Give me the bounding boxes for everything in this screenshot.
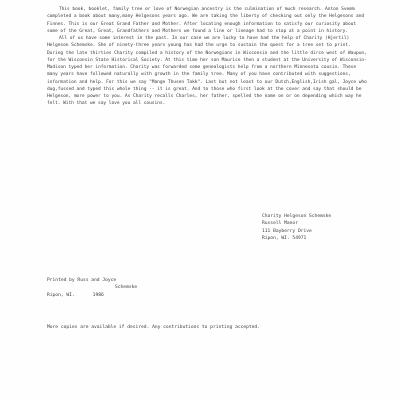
printed-by-place: Ripon, WI. (47, 292, 75, 298)
footer-note: More copies are available if desired. Any contributions to printing accepted. (47, 325, 260, 330)
paragraph-intro: This book, booklet, family tree or love of Norwegian ancestry is the culmination of much research. Anton Svemm completed a book about many,many Helgesons years ago. We are taking the liberty of checking out only the Helgesons and Finnes. This is our Great Grand Father and Mother. After locating enough information to satisfy our curiosity about some of the Great, Great, Grandfathers and Mothers we found a line or lineage had to stop at a point in history. (47, 7, 365, 34)
signature-block (262, 213, 331, 242)
printed-by-block (47, 277, 137, 299)
printed-by-line: Printed by Russ and Joyce (47, 278, 117, 283)
paragraph-history: All of us have some interest in the past. In our case we are lucky to have had the help of Charity (Hjertil) Helgeson Schemske. She of ninety-three years young has had the urge to sustain the quest for a tree set to print. During the late thirties Charity compiled a history of the Norwegians in Wisconsin and the little dirce west of Waupun, for the Wisconsin State Historical Society. At this time her son Maurice then a student at the University of Wisconsin-Madison typed her information. Charity was forwarded some genealogists help from a northern Minnesota cousin. These many years have followed naturally with growth in the family tree. Many of you have contributed with suggestions, information and help. For this we say "Mange Thusen Takk". Last but not least to our Dutch,English,Irish gal, Joyce who dug,fussed and typed this whole thing -- it is great. And to those who first look at the cover and say that should be Helgeson, more power to you. As Charity recalls Charles, her father, spelled the name on or on depending which way he felt. With that we say love you all cousins. (47, 36, 367, 107)
printed-by-surname: Schemske (115, 285, 138, 291)
printed-by-place-year (47, 292, 137, 299)
printed-by-year: 1986 (92, 292, 104, 298)
signature-address-line: Russell Manor (262, 221, 298, 227)
signature-name: Charity Helgeson Schemske (262, 214, 332, 219)
signature-city: Ripon, WI. 54971 (262, 235, 307, 241)
body-text (47, 6, 367, 108)
signature-street: 111 Bayberry Drive (262, 228, 312, 234)
